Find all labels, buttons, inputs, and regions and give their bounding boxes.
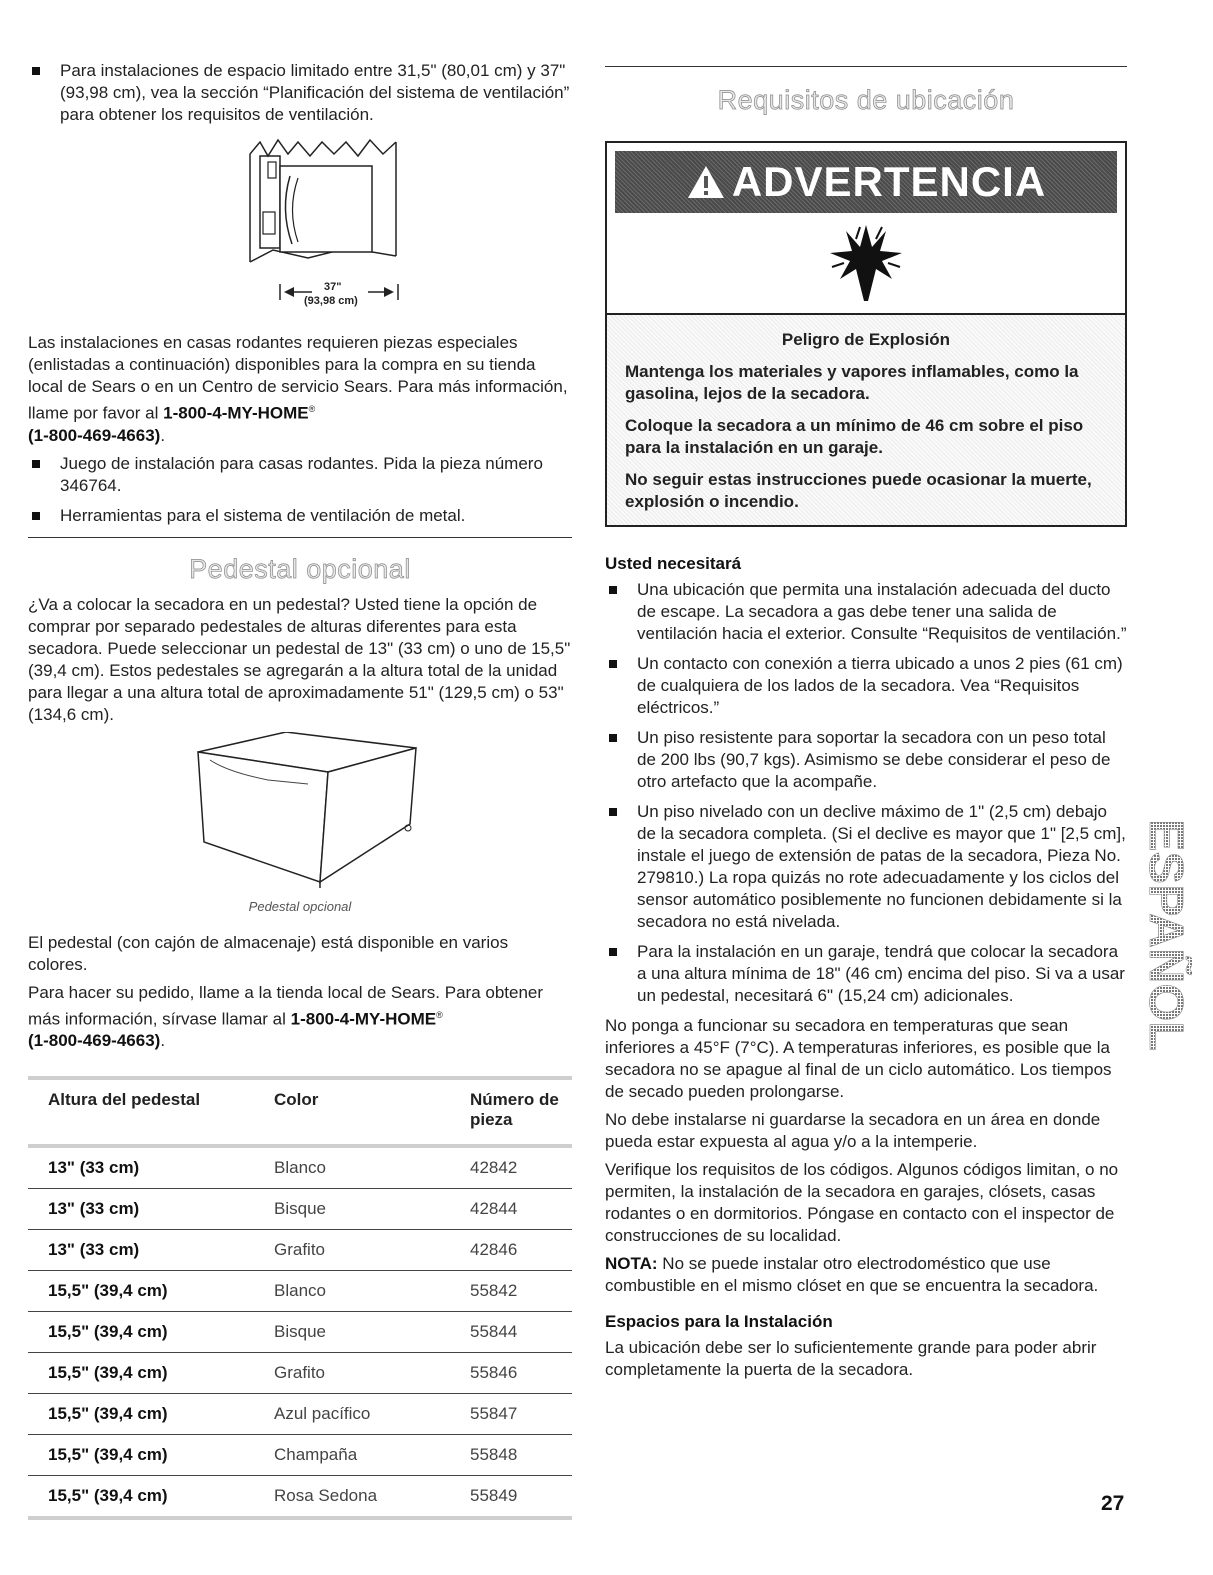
language-side-tab xyxy=(1136,815,1192,1055)
right-column xyxy=(605,0,1127,1387)
table-row xyxy=(28,1476,572,1519)
mobile-home-part-item: Herramientas para el sistema de ventilación de metal. xyxy=(28,505,572,527)
cell-part-number: 42844 xyxy=(450,1189,572,1230)
intro-bullet: Para instalaciones de espacio limitado entre 31,5" (80,01 cm) y 37" (93,98 cm), vea la sección “Planificación del sistema de ventilación” para obtener los requisitos de ventilación. xyxy=(28,60,572,126)
header-part-number: Número de pieza xyxy=(450,1078,572,1146)
need-item: Para la instalación en un garaje, tendrá que colocar la secadora a una altura mínima de 18" (46 cm) encima del piso. Si va a usar un pedestal, necesitará 6" (15,24 cm) adicionales. xyxy=(605,941,1127,1007)
water-paragraph: No debe instalarse ni guardarse la secadora en un área en donde pueda estar expuesta al agua y/o a la intemperie. xyxy=(605,1110,1101,1151)
warning-line: No seguir estas instrucciones puede ocasionar la muerte, explosión o incendio. xyxy=(625,470,1092,511)
temperature-paragraph: No ponga a funcionar su secadora en temperaturas que sean inferiores a 45°F (7°C). A temperaturas inferiores, es posible que la secadora no se apague al final de un ciclo automático. Los tiempos de secado pueden prolongarse. xyxy=(605,1016,1112,1101)
cell-color: Grafito xyxy=(254,1230,450,1271)
pedestal-table-body xyxy=(28,1146,572,1518)
mobile-home-text: Las instalaciones en casas rodantes requieren piezas especiales (enlistadas a continuación) disponibles para la compra en su tienda local de Sears o en un Centro de servicio Sears. Para más información, llame por favor al xyxy=(28,333,568,423)
intro-list xyxy=(28,60,572,126)
cell-part-number: 55849 xyxy=(450,1476,572,1519)
cell-color: Champaña xyxy=(254,1435,450,1476)
warning-triangle-icon xyxy=(686,164,726,200)
cell-color: Bisque xyxy=(254,1312,450,1353)
section-divider xyxy=(28,537,572,538)
note-text: No se puede instalar otro electrodoméstico que use combustible en el mismo clóset en que se encuentra la secadora. xyxy=(605,1254,1099,1295)
cell-height: 15,5" (39,4 cm) xyxy=(28,1435,254,1476)
table-row xyxy=(28,1353,572,1394)
note-paragraph xyxy=(605,1253,1127,1297)
mobile-home-figure xyxy=(28,134,572,322)
explosion-icon-area xyxy=(607,213,1125,313)
cell-part-number: 55844 xyxy=(450,1312,572,1353)
cell-part-number: 42842 xyxy=(450,1146,572,1189)
cell-part-number: 55842 xyxy=(450,1271,572,1312)
warning-banner xyxy=(615,151,1117,213)
cell-height: 15,5" (39,4 cm) xyxy=(28,1476,254,1519)
cell-height: 15,5" (39,4 cm) xyxy=(28,1353,254,1394)
period: . xyxy=(160,1031,166,1051)
table-row xyxy=(28,1189,572,1230)
header-color: Color xyxy=(254,1078,450,1146)
explosion-icon xyxy=(826,223,906,303)
warning-text-panel xyxy=(607,313,1125,525)
dimension-inches: 37" xyxy=(324,281,342,293)
warning-box xyxy=(605,141,1127,527)
order-paragraph xyxy=(28,982,572,1053)
need-item: Una ubicación que permita una instalación adecuada del ducto de escape. La secadora a gas debe tener una salida de ventilación hacia el exterior. Consulte “Requisitos de ventilación.” xyxy=(605,579,1127,645)
cell-part-number: 42846 xyxy=(450,1230,572,1271)
table-row xyxy=(28,1312,572,1353)
cell-color: Blanco xyxy=(254,1146,450,1189)
cell-part-number: 55848 xyxy=(450,1435,572,1476)
cell-height: 15,5" (39,4 cm) xyxy=(28,1312,254,1353)
warning-line: Coloque la secadora a un mínimo de 46 cm sobre el piso para la instalación en un garaje. xyxy=(625,416,1084,457)
cell-height: 13" (33 cm) xyxy=(28,1189,254,1230)
dimension-cm: (93,98 cm) xyxy=(304,295,358,307)
phone-number-letters: 1-800-4-MY-HOME xyxy=(290,1009,437,1029)
pedestal-colors-paragraph: El pedestal (con cajón de almacenaje) está disponible en varios colores. xyxy=(28,932,509,974)
mobile-home-parts-list xyxy=(28,453,572,527)
cell-height: 13" (33 cm) xyxy=(28,1230,254,1271)
language-side-tab-graphic xyxy=(1136,815,1192,1055)
cell-color: Rosa Sedona xyxy=(254,1476,450,1519)
cell-part-number: 55847 xyxy=(450,1394,572,1435)
codes-paragraph: Verifique los requisitos de los códigos. Algunos códigos limitan, o no permiten, la instalación de la secadora en garajes, clósets, casas rodantes o en dormitorios. Póngase en contacto con el inspector de construcciones de su localidad. xyxy=(605,1160,1119,1245)
cell-height: 13" (33 cm) xyxy=(28,1146,254,1189)
order-text: Para hacer su pedido, llame a la tienda local de Sears. Para obtener más información, sírvase llamar al xyxy=(28,982,544,1029)
side-tab-text: ESPAÑOL xyxy=(1139,819,1192,1048)
cell-height: 15,5" (39,4 cm) xyxy=(28,1394,254,1435)
phone-number-digits: (1-800-469-4663) xyxy=(28,1031,161,1051)
table-row xyxy=(28,1230,572,1271)
section-divider xyxy=(605,66,1127,67)
pedestal-figure xyxy=(28,732,572,892)
phone-number-letters: 1-800-4-MY-HOME xyxy=(163,403,309,423)
registered-mark: ® xyxy=(436,1009,443,1020)
dryer-closet-illustration xyxy=(28,134,572,322)
location-section-title: Requisitos de ubicación xyxy=(717,85,1015,115)
spaces-paragraph: La ubicación debe ser lo suficientemente grande para poder abrir completamente la puerta de la secadora. xyxy=(605,1338,1097,1379)
page-number: 27 xyxy=(1101,1492,1125,1515)
cell-color: Bisque xyxy=(254,1189,450,1230)
pedestal-section-title: Pedestal opcional xyxy=(189,553,411,584)
need-list xyxy=(605,579,1127,1007)
table-row xyxy=(28,1271,572,1312)
need-heading: Usted necesitará xyxy=(605,554,742,573)
cell-part-number: 55846 xyxy=(450,1353,572,1394)
registered-mark: ® xyxy=(308,404,316,414)
left-column xyxy=(28,0,572,1520)
cell-color: Blanco xyxy=(254,1271,450,1312)
table-row xyxy=(28,1394,572,1435)
pedestal-paragraph: ¿Va a colocar la secadora en un pedestal? Usted tiene la opción de comprar por separado pedestales de alturas diferentes para esta secadora. Puede seleccionar un pedestal de 13" (33 cm) o uno de 15,5" (39,4 cm). Estos pedestales se agregarán a la altura total de la unidad para llegar a una altura total de aproximadamente 51" (129,5 cm) o 53" (134,6 cm). xyxy=(28,594,571,724)
cell-color: Grafito xyxy=(254,1353,450,1394)
period: . xyxy=(160,425,166,445)
spaces-heading: Espacios para la Instalación xyxy=(605,1312,833,1331)
need-item: Un piso nivelado con un declive máximo de 1" (2,5 cm) debajo de la secadora completa. (Si el declive es mayor que 1" [2,5 cm], instale el juego de extensión de patas de la secadora, Pieza No. 279810.) La ropa quizás no rote adecuadamente y los ciclos del sensor automático posiblemente no funcionen debidamente si la secadora no está nivelada. xyxy=(605,801,1127,933)
cell-height: 15,5" (39,4 cm) xyxy=(28,1271,254,1312)
table-header-row xyxy=(28,1078,572,1146)
need-item: Un piso resistente para soportar la secadora con un peso total de 200 lbs (90,7 kgs). Asimismo se debe considerar el peso de otro artefacto que la acompañe. xyxy=(605,727,1127,793)
warning-banner-text: ADVERTENCIA xyxy=(731,158,1047,205)
danger-title: Peligro de Explosión xyxy=(781,330,951,349)
cell-color: Azul pacífico xyxy=(254,1394,450,1435)
warning-line: Mantenga los materiales y vapores inflamables, como la gasolina, lejos de la secadora. xyxy=(625,362,1079,403)
table-row xyxy=(28,1146,572,1189)
phone-number-digits: (1-800-469-4663) xyxy=(28,425,161,445)
header-height: Altura del pedestal xyxy=(28,1078,254,1146)
mobile-home-part-item: Juego de instalación para casas rodantes. Pida la pieza número 346764. xyxy=(28,453,572,497)
pedestal-caption: Pedestal opcional xyxy=(248,898,352,914)
note-label: NOTA: xyxy=(605,1254,658,1273)
pedestal-illustration xyxy=(28,732,572,892)
table-row xyxy=(28,1435,572,1476)
need-item: Un contacto con conexión a tierra ubicado a unos 2 pies (61 cm) de cualquiera de los lados de la secadora. Vea “Requisitos eléctricos.” xyxy=(605,653,1127,719)
pedestal-table xyxy=(28,1076,572,1520)
mobile-home-paragraph xyxy=(28,332,572,447)
